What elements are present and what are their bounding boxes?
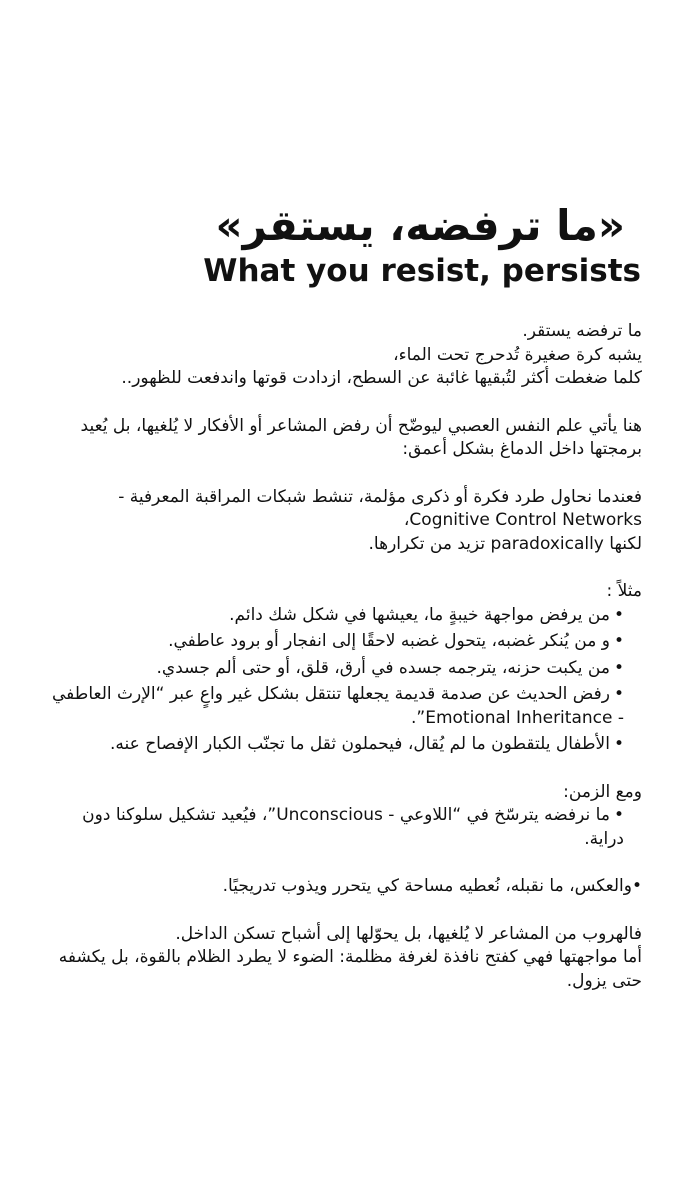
intro-line: يشبه كرة صغيرة تُدحرج تحت الماء، [393,344,642,365]
examples-label: مثلاً : [606,581,642,601]
list-item [42,630,624,654]
list-item-text: رفض الحديث عن صدمة قديمة يجعلها تنتقل بشكل غير واعٍ عبر “الإرث العاطفي - Emotional Inheritance”. [52,684,624,728]
intro-line: كلما ضغطت أكثر لتُبقيها غائبة عن السطح، ازدادت قوتها واندفعت للظهور.. [121,368,642,388]
examples-list [42,604,642,757]
bullet-icon: • [613,657,624,678]
networks-paragraph [42,486,642,557]
list-item-text: الأطفال يلتقطون ما لم يُقال، فيحملون ثقل ما تجنّب الكبار الإفصاح عنه. [110,734,610,754]
bullet-icon: • [613,684,624,704]
article-body [42,320,642,1017]
intro-paragraph [42,320,642,391]
list-item [42,604,624,628]
science-paragraph [42,415,642,462]
list-item [42,657,624,681]
examples-section [42,580,642,757]
arabic-title: «ما ترفضه، يستقر» [215,201,625,250]
networks-line: لكنها paradoxically تزيد من تكرارها. [368,533,642,554]
list-item [42,733,624,757]
bullet-icon: • [613,604,624,625]
bullet-icon: • [613,631,624,651]
list-item [42,683,624,730]
list-item-text: من يرفض مواجهة خيبةٍ ما، يعيشها في شكل شك دائم. [229,604,610,625]
networks-line: فعندما نحاول طرد فكرة أو ذكرى مؤلمة، تنشط شبكات المراقبة المعرفية - Cognitive Control Networks، [118,486,642,530]
list-item [42,804,624,851]
reverse-text: •والعكس، ما نقبله، نُعطيه مساحة كي يتحرر ويذوب تدريجيًا. [222,876,642,896]
science-text: هنا يأتي علم النفس العصبي ليوضّح أن رفض المشاعر أو الأفكار لا يُلغيها، بل يُعيد برمجتها داخل الدماغ بشكل أعمق: [80,415,642,459]
bullet-icon: • [613,805,624,825]
closing-line: فالهروب من المشاعر لا يُلغيها، بل يحوّلها إلى أشباح تسكن الداخل. [175,923,642,944]
list-item-text: ما نرفضه يترسّخ في “اللاوعي - Unconscious”، فيُعيد تشكيل سلوكنا دون دراية. [82,805,624,849]
list-item-text: و من يُنكر غضبه، يتحول غضبه لاحقًا إلى انفجار أو برود عاطفي. [168,631,610,651]
time-list [42,804,642,851]
closing-paragraph [42,923,642,994]
english-title: What you resist, persists [203,253,641,289]
intro-line: ما ترفضه يستقر. [522,321,642,341]
time-section [42,781,642,852]
bullet-icon: • [613,734,624,754]
reverse-paragraph [42,875,642,899]
closing-line: أما مواجهتها فهي كفتح نافذة لغرفة مظلمة: الضوء لا يطرد الظلام بالقوة، بل يكشفه حتى يزول. [58,947,642,991]
list-item-text: من يكبت حزنه، يترجمه جسده في أرق، قلق، أو حتى ألم جسدي. [156,657,610,678]
time-label: ومع الزمن: [563,781,642,802]
